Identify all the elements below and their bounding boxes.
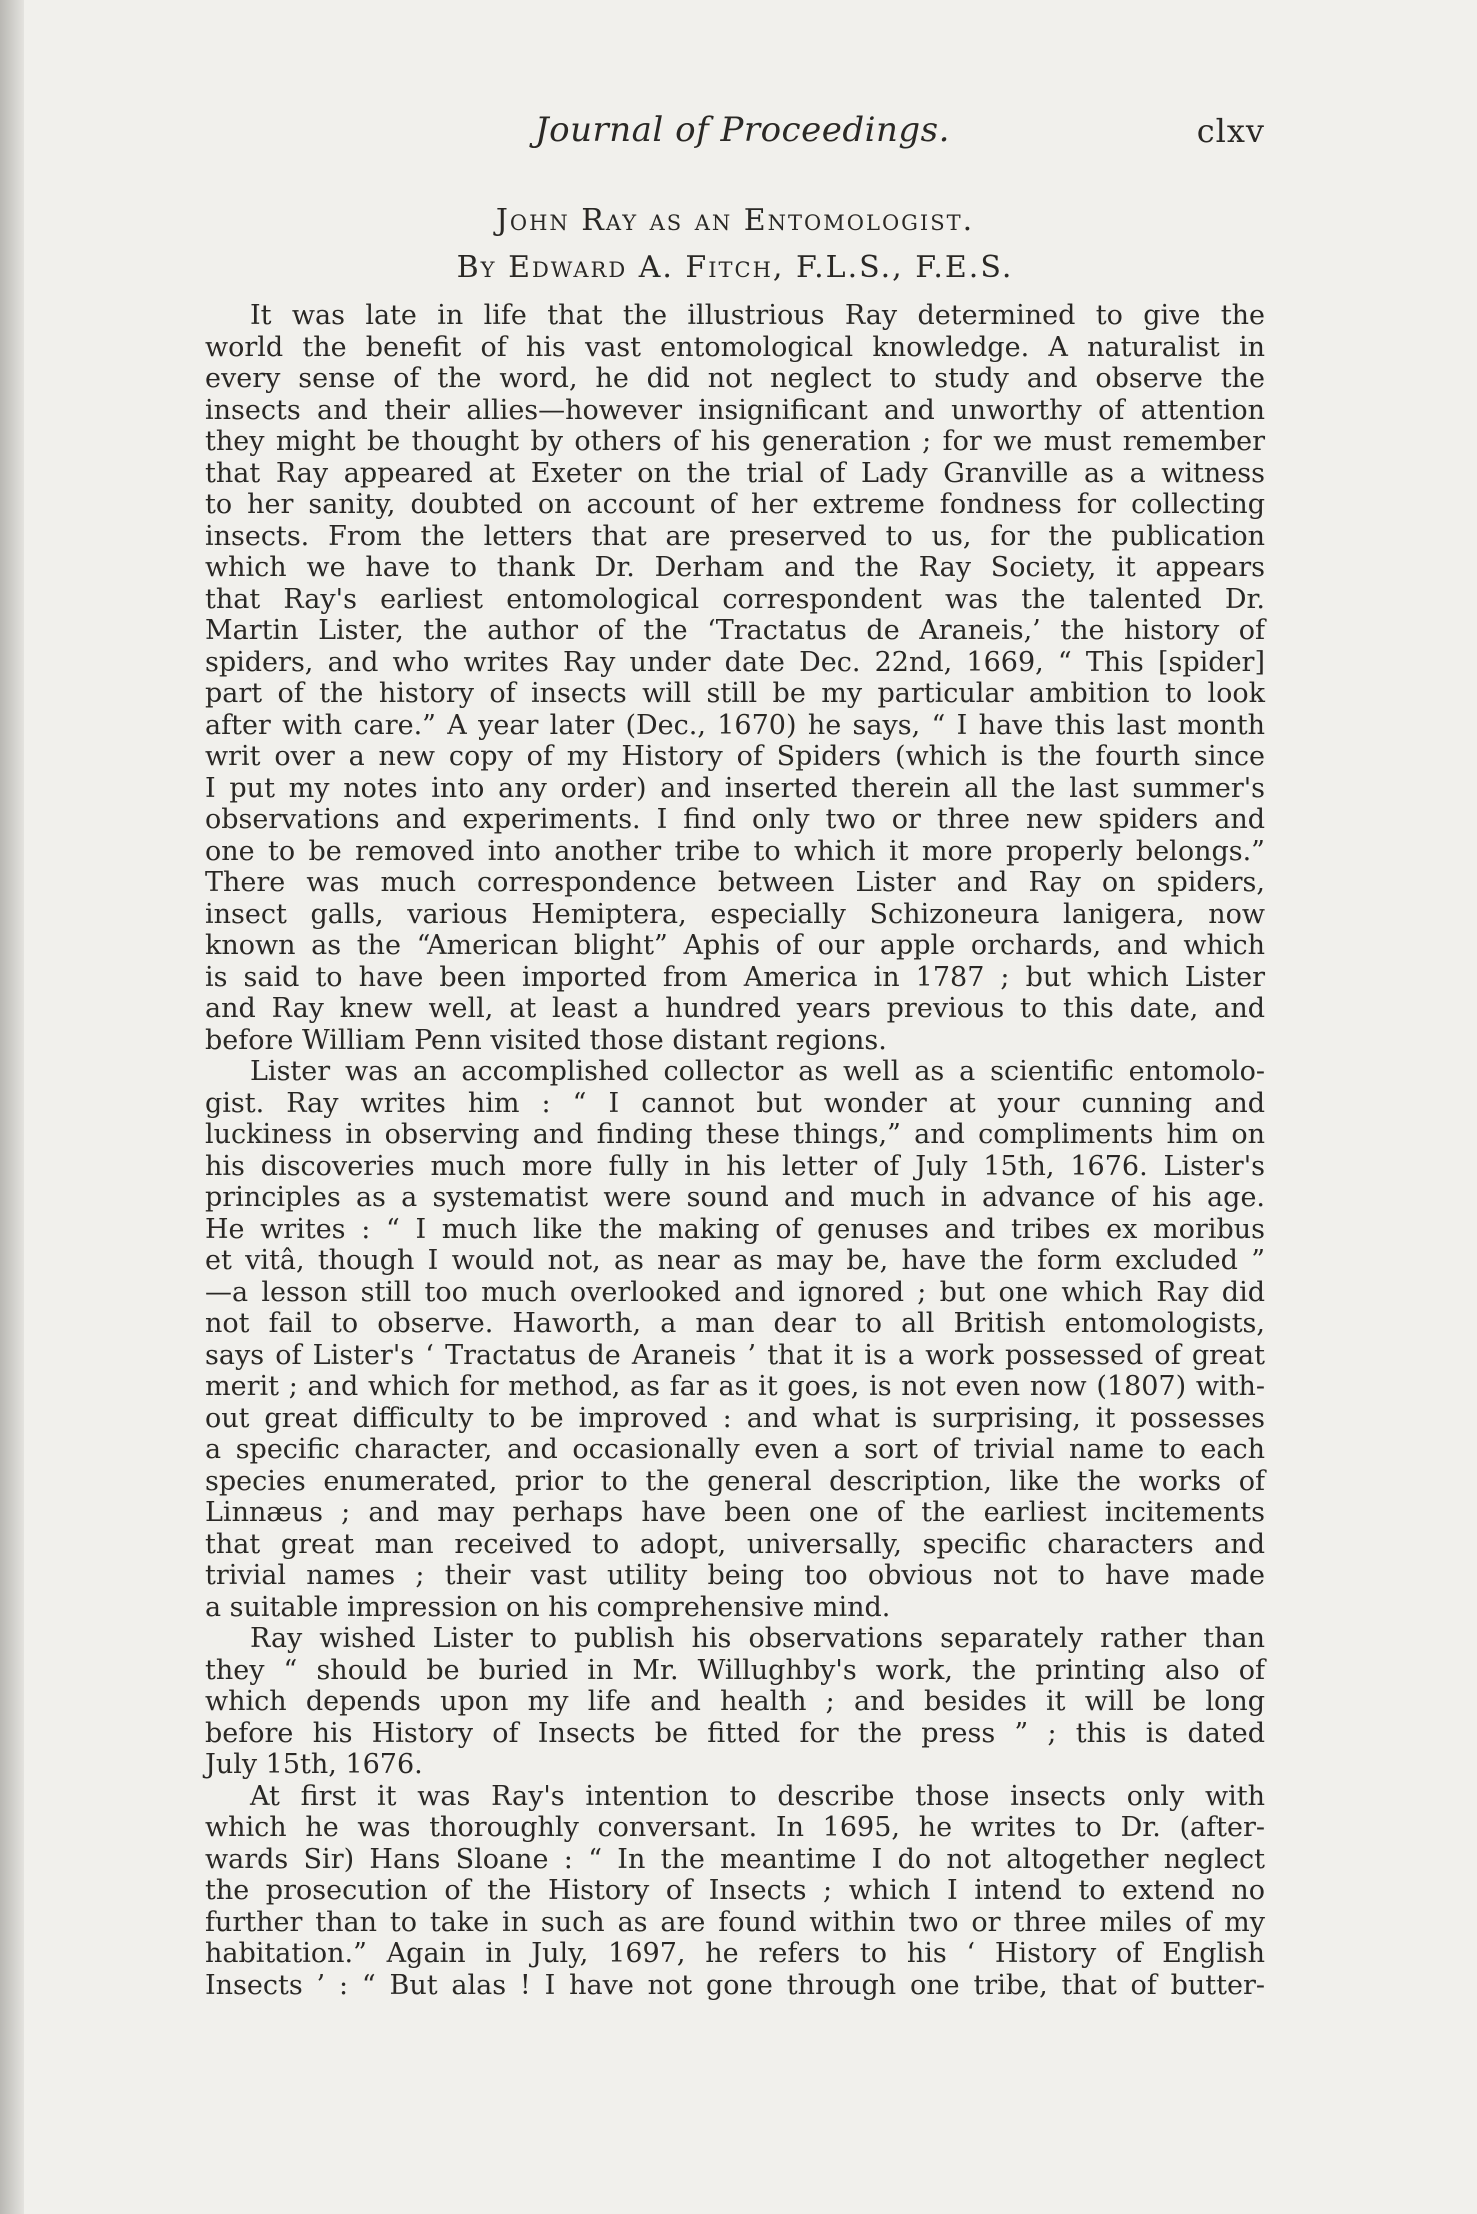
text-line: principles as a systematist were sound and much in advance of his age.: [205, 1182, 1265, 1213]
text-line: part of the history of insects will still be my particular ambition to look: [205, 678, 1265, 709]
text-line: insects. From the letters that are preserved to us, for the publication: [205, 520, 1265, 552]
text-line: At first it was Ray's intention to describe those insects only with: [250, 1780, 1265, 1812]
text-line: Insects ’ : “ But alas ! I have not gone through one tribe, that of butter-: [205, 1969, 1265, 2001]
text-line: Linnæus ; and may perhaps have been one of the earliest incitements: [205, 1497, 1265, 1528]
text-line: that great man received to adopt, universally, specific characters and: [205, 1528, 1265, 1560]
text-line: his discoveries much more fully in his letter of July 15th, 1676. Lister's: [205, 1150, 1265, 1182]
text-line: It was late in life that the illustrious Ray determined to give the: [250, 300, 1265, 331]
text-line: a suitable impression on his comprehensive mind.: [205, 1591, 891, 1623]
running-head: Journal of Proceedings.: [535, 110, 950, 150]
text-line: every sense of the word, he did not neglect to study and observe the: [205, 363, 1265, 394]
text-line: that Ray's earliest entomological correspondent was the talented Dr.: [205, 583, 1265, 615]
article-title: John Ray as an Entomologist.: [495, 203, 975, 238]
article-body: [205, 300, 1265, 2001]
text-line: the prosecution of the History of Insects ; which I intend to extend no: [205, 1875, 1265, 1906]
text-line: insect galls, various Hemiptera, especially Schizoneura lanigera, now: [205, 898, 1265, 930]
text-line: not fail to observe. Haworth, a man dear to all British entomologists,: [205, 1308, 1265, 1339]
text-line: writ over a new copy of my History of Spiders (which is the fourth since: [205, 741, 1265, 772]
text-line: trivial names ; their vast utility being too obvious not to have made: [205, 1560, 1265, 1591]
text-line: July 15th, 1676.: [205, 1749, 423, 1780]
text-line: which we have to thank Dr. Derham and the Ray Society, it appears: [205, 552, 1265, 583]
text-line: There was much correspondence between Lister and Ray on spiders,: [205, 867, 1265, 898]
text-line: He writes : “ I much like the making of genuses and tribes ex moribus: [205, 1213, 1265, 1245]
page-gutter-shadow: [0, 0, 24, 2214]
text-line: says of Lister's ‘ Tractatus de Araneis ’ that it is a work possessed of great: [205, 1339, 1265, 1371]
article-byline: By Edward A. Fitch, F.L.S., F.E.S.: [456, 250, 1014, 285]
text-line: they “ should be buried in Mr. Willughby's work, the printing also of: [205, 1654, 1265, 1686]
text-line: which depends upon my life and health ; and besides it will be long: [205, 1686, 1265, 1717]
text-line: Lister was an accomplished collector as well as a scientific entomolo-: [250, 1056, 1265, 1087]
text-line: world the benefit of his vast entomological knowledge. A naturalist in: [205, 331, 1265, 363]
text-line: that Ray appeared at Exeter on the trial of Lady Granville as a witness: [205, 457, 1265, 489]
text-line: et vitâ, though I would not, as near as may be, have the form excluded ”: [205, 1245, 1265, 1276]
page-number: clxv: [1196, 112, 1265, 150]
text-line: I put my notes into any order) and inserted therein all the last summer's: [205, 772, 1265, 804]
text-line: merit ; and which for method, as far as it goes, is not even now (1807) with-: [205, 1371, 1265, 1402]
text-line: out great difficulty to be improved : and what is surprising, it possesses: [205, 1402, 1265, 1434]
text-line: further than to take in such as are found within two or three miles of my: [205, 1906, 1265, 1938]
text-line: gist. Ray writes him : “ I cannot but wonder at your cunning and: [205, 1087, 1265, 1119]
text-line: species enumerated, prior to the general description, like the works of: [205, 1465, 1265, 1497]
text-line: a specific character, and occasionally even a sort of trivial name to each: [205, 1434, 1265, 1465]
text-line: —a lesson still too much overlooked and ignored ; but one which Ray did: [205, 1276, 1265, 1308]
text-line: known as the “American blight” Aphis of our apple orchards, and which: [205, 930, 1265, 961]
text-line: is said to have been imported from America in 1787 ; but which Lister: [205, 961, 1265, 993]
text-line: after with care.” A year later (Dec., 1670) he says, “ I have this last month: [205, 709, 1265, 741]
text-line: wards Sir) Hans Sloane : “ In the meantime I do not altogether neglect: [205, 1843, 1265, 1875]
text-line: Martin Lister, the author of the ‘Tractatus de Araneis,’ the history of: [205, 615, 1265, 646]
text-line: Ray wished Lister to publish his observations separately rather than: [250, 1623, 1265, 1654]
text-line: one to be removed into another tribe to which it more properly belongs.”: [205, 835, 1265, 867]
text-line: which he was thoroughly conversant. In 1695, he writes to Dr. (after-: [205, 1812, 1265, 1843]
text-line: before William Penn visited those distant regions.: [205, 1024, 887, 1056]
text-line: luckiness in observing and finding these things,” and compliments him on: [205, 1119, 1265, 1150]
text-line: they might be thought by others of his generation ; for we must remember: [205, 426, 1265, 457]
text-line: spiders, and who writes Ray under date Dec. 22nd, 1669, “ This [spider]: [205, 646, 1265, 678]
text-line: before his History of Insects be fitted for the press ” ; this is dated: [205, 1717, 1265, 1749]
text-line: and Ray knew well, at least a hundred years previous to this date, and: [205, 993, 1265, 1024]
text-line: observations and experiments. I find only two or three new spiders and: [205, 804, 1265, 835]
text-line: insects and their allies—however insignificant and unworthy of attention: [205, 394, 1265, 426]
text-line: habitation.” Again in July, 1697, he refers to his ‘ History of English: [205, 1938, 1265, 1969]
page-header: [205, 110, 1265, 162]
text-line: to her sanity, doubted on account of her extreme fondness for collecting: [205, 489, 1265, 520]
